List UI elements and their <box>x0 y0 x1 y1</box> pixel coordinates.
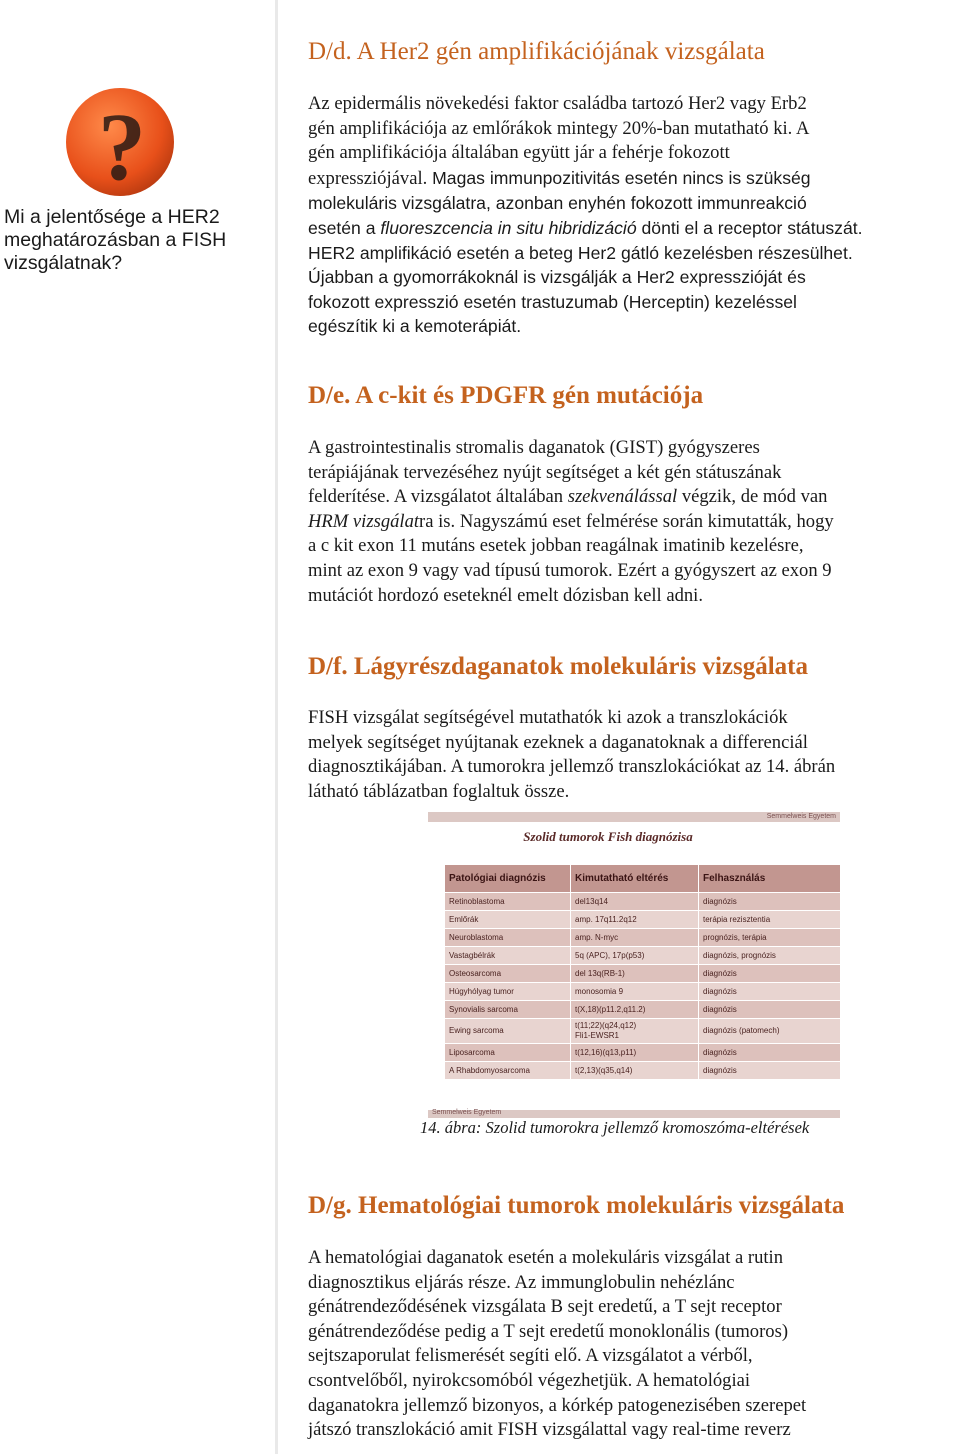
fish-table <box>444 864 841 1080</box>
text-line: HER2 amplifikáció esetén a beteg Her2 gátló kezelésben részesülhet. <box>308 242 853 263</box>
text-line: diagnosztikus eljárás része. Az immunglobulin nehézlánc <box>308 1271 735 1293</box>
table-cell: 5q (APC), 17p(p53) <box>571 947 699 965</box>
paragraph-d-d <box>308 92 958 339</box>
table-cell: Liposarcoma <box>445 1044 571 1062</box>
table-row <box>445 929 841 947</box>
text-line <box>308 510 958 535</box>
figure-title: Szolid tumorok Fish diagnózisa <box>523 829 693 844</box>
text-line: daganatokra jellemző bizonyos, a kórkép patogenezisében szerepet <box>308 1394 807 1416</box>
table-cell-line: Fli1-EWSR1 <box>575 1031 620 1040</box>
text-line: egészítik ki a kemoterápiát. <box>308 316 522 337</box>
table-cell: del13q14 <box>571 893 699 911</box>
table-row <box>445 947 841 965</box>
watermark-bottom: Semmelweis Egyetem <box>432 1109 502 1116</box>
table-cell: Vastagbélrák <box>445 947 571 965</box>
text-line: csontvelőből, nyirokcsomóból végezhetjük. A hematológiai <box>308 1369 751 1391</box>
text-line: gén amplifikációja az emlőrákok mintegy 20%-ban mutatható ki. A <box>308 117 810 139</box>
table-cell <box>571 1019 699 1044</box>
column-header: Patológiai diagnózis <box>445 865 571 893</box>
question-mark-icon <box>64 84 182 202</box>
table-cell: Osteosarcoma <box>445 965 571 983</box>
text-fragment: fluoreszcencia in situ hibridizáció <box>380 217 637 238</box>
text-line: génátrendeződése pedig a T sejt eredetű monoklonális (tumoros) <box>308 1320 789 1342</box>
text-fragment: dönti el a receptor státuszát. <box>636 217 863 238</box>
paragraph-d-e <box>308 436 958 608</box>
text-line: génátrendeződésének vizsgálata B sejt eredetű, a T sejt receptor <box>308 1296 782 1318</box>
column-header: Kimutatható eltérés <box>571 865 699 893</box>
watermark-top: Semmelweis Egyetem <box>766 813 836 820</box>
text-fragment: ra is. Nagyszámú eset felmérése során kimutatták, hogy <box>419 510 834 532</box>
text-fragment: expressziójával. <box>308 167 428 189</box>
table-cell: diagnózis, prognózis <box>699 947 841 965</box>
table-row <box>445 1001 841 1019</box>
table-row <box>445 1044 841 1062</box>
table-cell: amp. N-myc <box>571 929 699 947</box>
table-row <box>445 1062 841 1080</box>
table-cell: diagnózis (patomech) <box>699 1019 841 1044</box>
text-fragment: végzik, de mód van <box>677 486 828 508</box>
table-cell: Retinoblastoma <box>445 893 571 911</box>
table-cell: Húgyhólyag tumor <box>445 983 571 1001</box>
table-row <box>445 965 841 983</box>
text-line: gén amplifikációja általában együtt jár a fehérje fokozott <box>308 142 730 164</box>
column-divider <box>275 0 278 1454</box>
text-line: FISH vizsgálat segítségével mutathatók ki azok a transzlokációk <box>308 707 788 728</box>
side-question <box>4 206 266 275</box>
table-cell-line: t(11;22)(q24,q12) <box>575 1021 637 1030</box>
table-cell: Neuroblastoma <box>445 929 571 947</box>
table-cell: diagnózis <box>699 983 841 1001</box>
text-line: terápiájának tervezéséhez nyújt segítséget a két gén státuszának <box>308 461 782 483</box>
side-question-line: vizsgálatnak? <box>4 252 123 274</box>
text-fragment: szekvenálással <box>567 486 678 508</box>
text-line <box>308 166 958 192</box>
text-line: Az epidermális növekedési faktor családba tartozó Her2 vagy Erb2 <box>308 93 807 114</box>
heading-d-d: D/d. A Her2 gén amplifikációjának vizsgálata <box>308 38 765 65</box>
text-fragment: Magas immunpozitivitás esetén nincs is szükség <box>427 167 811 188</box>
text-fragment: HRM vizsgálat <box>308 510 420 532</box>
text-line: a c kit exon 11 mutáns esetek jobban reagálnak imatinib kezelésre, <box>308 535 804 557</box>
table-cell: diagnózis <box>699 893 841 911</box>
table-cell: t(X,18)(p11.2,q11.2) <box>571 1001 699 1019</box>
table-cell: t(12,16)(q13,p11) <box>571 1044 699 1062</box>
table-cell: A Rhabdomyosarcoma <box>445 1062 571 1080</box>
side-question-line: Mi a jelentősége a HER2 <box>4 206 220 228</box>
paragraph-d-f <box>308 706 958 804</box>
text-line: látható táblázatban foglaltuk össze. <box>308 780 570 802</box>
table-cell: Emlőrák <box>445 911 571 929</box>
column-header: Felhasználás <box>699 865 841 893</box>
text-line: játszó transzlokáció amit FISH vizsgálattal vagy real-time reverz <box>308 1419 791 1441</box>
text-line: fokozott expresszió esetén trastuzumab (Herceptin) kezeléssel <box>308 291 797 312</box>
figure-top-bar <box>428 812 840 822</box>
text-line: mutációt hordozó eseteknél emelt dózisban kell adni. <box>308 584 703 606</box>
text-line: sejtszaporulat felismerését segíti elő. A vizsgálatot a vérből, <box>308 1345 753 1367</box>
text-line: molekuláris vizsgálatra, azonban enyhén fokozott immunreakció <box>308 193 807 214</box>
paragraph-d-g <box>308 1246 958 1443</box>
text-line: A hematológiai daganatok esetén a molekuláris vizsgálat a rutin <box>308 1247 784 1268</box>
table-row <box>445 983 841 1001</box>
text-fragment: felderítése. A vizsgálatot általában <box>308 486 568 508</box>
table-cell: prognózis, terápia <box>699 929 841 947</box>
table-cell: t(2,13)(q35,q14) <box>571 1062 699 1080</box>
table-cell: diagnózis <box>699 1062 841 1080</box>
text-line: mint az exon 9 vagy vad típusú tumorok. Ezért a gyógyszert az exon 9 <box>308 559 832 581</box>
text-line: Újabban a gyomorrákoknál is vizsgálják a Her2 expresszióját és <box>308 267 806 288</box>
text-line <box>308 485 958 510</box>
table-cell: diagnózis <box>699 1001 841 1019</box>
table-cell: terápia rezisztentia <box>699 911 841 929</box>
heading-d-e: D/e. A c-kit és PDGFR gén mutációja <box>308 382 704 409</box>
side-question-line: meghatározásban a FISH <box>4 229 227 251</box>
table-cell: diagnózis <box>699 1044 841 1062</box>
table-body <box>445 893 841 1080</box>
text-line: melyek segítséget nyújtanak ezeknek a daganatoknak a differenciál <box>308 731 808 753</box>
table-row <box>445 893 841 911</box>
table-cell: del 13q(RB-1) <box>571 965 699 983</box>
table-cell: monosomia 9 <box>571 983 699 1001</box>
svg-text:?: ? <box>98 93 146 200</box>
text-line: A gastrointestinalis stromalis daganatok (GIST) gyógyszeres <box>308 437 760 458</box>
text-line <box>308 216 958 241</box>
table-cell: diagnózis <box>699 965 841 983</box>
table-cell: Synovialis sarcoma <box>445 1001 571 1019</box>
table-header-row <box>445 865 841 893</box>
heading-d-f: D/f. Lágyrészdaganatok molekuláris vizsgálata <box>308 653 808 680</box>
text-fragment: esetén a <box>308 217 381 238</box>
table-cell: Ewing sarcoma <box>445 1019 571 1044</box>
table-row <box>445 911 841 929</box>
figure-table-image <box>428 812 840 1118</box>
heading-d-g: D/g. Hematológiai tumorok molekuláris vizsgálata <box>308 1192 845 1219</box>
figure-caption: 14. ábra: Szolid tumorokra jellemző kromoszóma-eltérések <box>420 1118 810 1137</box>
table-cell: amp. 17q11.2q12 <box>571 911 699 929</box>
figure-bottom-bar <box>428 1110 840 1118</box>
table-row <box>445 1019 841 1044</box>
text-line: diagnosztikájában. A tumorokra jellemző transzlokációkat az 14. ábrán <box>308 756 836 778</box>
